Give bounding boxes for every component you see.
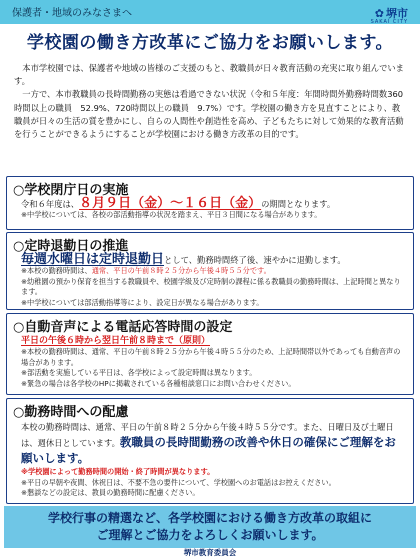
section-closure (6, 176, 414, 230)
phone-note-3: ※緊急の場合は各学校のHPに掲載されている各種相談窓口にお問い合わせください。 (21, 378, 296, 388)
phone-note-2: ※部活動を実施している平日は、各学校によって設定時間は異なります。 (21, 368, 257, 377)
logo-en: SAKAI CITY (370, 19, 408, 25)
ontime-note-1-a: ※本校の勤務時間は、 (21, 266, 92, 275)
closure-line (21, 198, 405, 210)
section-heading: ○定時退勤日の推進 (13, 239, 129, 254)
audience-label: 保護者・地域のみなさまへ (12, 8, 132, 19)
hours-line-1: 本校の勤務時間は、通常、平日の午前８時２５分から午後４時５５分です。また、日曜日及び土曜日は、週休日としています。 (21, 422, 394, 448)
phone-note-1: ※本校の勤務時間は、通常、平日の午前８時２５分から午後４時５５分のため、上記時間帯以外であっても自動音声の場合があります。 (21, 347, 401, 367)
section-phone (6, 313, 414, 395)
hours-note-3: ※懇談などの設定は、教員の勤務時間に配慮ください。 (21, 488, 200, 497)
header-bar (0, 0, 420, 24)
hours-line (21, 420, 405, 467)
closure-lead: 令和６年度は、 (21, 199, 80, 209)
ontime-emph: 毎週水曜日は定時退勤日 (21, 252, 165, 267)
section-heading: ○学校閉庁日の実施 (13, 183, 129, 198)
intro-paragraph-1: 本市学校園では、保護者や地域の皆様のご支援のもと、教職員が日々教育活動の充実に取り組んでいます。 (14, 63, 404, 87)
closure-tail: の期間となります。 (261, 199, 336, 209)
closure-dates: ８月９日（金）～１６日（金） (79, 196, 262, 211)
ontime-line (21, 254, 405, 266)
section-heading: ○勤務時間への配慮 (13, 405, 129, 420)
footer-issuer: 堺市教育委員会 (183, 548, 237, 557)
page-title: 学校園の働き方改革にご協力をお願いします。 (26, 33, 394, 53)
logo-text: 堺市 (386, 7, 408, 20)
hours-emph: 教職員の長時間勤務の改善や休日の確保にご理解をお願いします。 (21, 435, 396, 465)
hours-note-red: ※学校園によって勤務時間の開始・終了時間が異なります。 (21, 467, 215, 476)
ontime-note-2: ※幼稚園の預かり保育を担当する教職員や、校園学級及び定時制の課程に係る教職員の勤務時間は、上記時間と異なります。 (21, 276, 401, 296)
closure-note: ※中学校については、各校の部活動指導の状況を踏まえ、平日３日間になる場合があります。 (21, 210, 322, 219)
section-ontime (6, 232, 414, 310)
ontime-note-3: ※中学校については部活動指導等により、設定日が異なる場合があります。 (21, 297, 264, 307)
section-heading: ○自動音声による電話応答時間の設定 (13, 320, 233, 335)
ontime-note-1-red: 通常、平日の午前８時２５分から午後４時５５分です。 (91, 266, 271, 275)
ontime-note-1 (21, 266, 405, 277)
banner-line-2: ご理解とご協力をよろしくお願いします。 (96, 528, 324, 542)
hours-note-2: ※平日の早朝や夜間、休祝日は、不要不急の要件について、学校園へのお電話はお控えください。 (21, 477, 336, 487)
ontime-tail: として、勤務時間終了後、速やかに退勤します。 (164, 255, 346, 265)
banner-line-1: 学校行事の精選など、各学校園における働き方改革の取組に (47, 511, 372, 525)
section-hours (6, 398, 414, 504)
phone-hours: 平日の午後６時から翌日午前８時まで（原則） (21, 336, 211, 346)
closing-banner (4, 506, 416, 548)
sakai-flower-icon: ✿ (374, 7, 384, 20)
intro-text (14, 62, 408, 141)
city-logo (371, 2, 408, 25)
intro-paragraph-2: 一方で、本市教職員の長時間勤務の実態は看過できない状況（令和５年度：年間時間外勤務時間数360時間以上の職員 52.9%、720時間以上の職員 9.7%）です。学校園の働き方を見直すことにより、教職員が日々の生活の質を豊かにし、自らの人間性や創造性を高め、子どもたちに対して効果的な教育活動を行うことができるようにすることが学校園における働き方改革の目的です。 (14, 89, 404, 140)
